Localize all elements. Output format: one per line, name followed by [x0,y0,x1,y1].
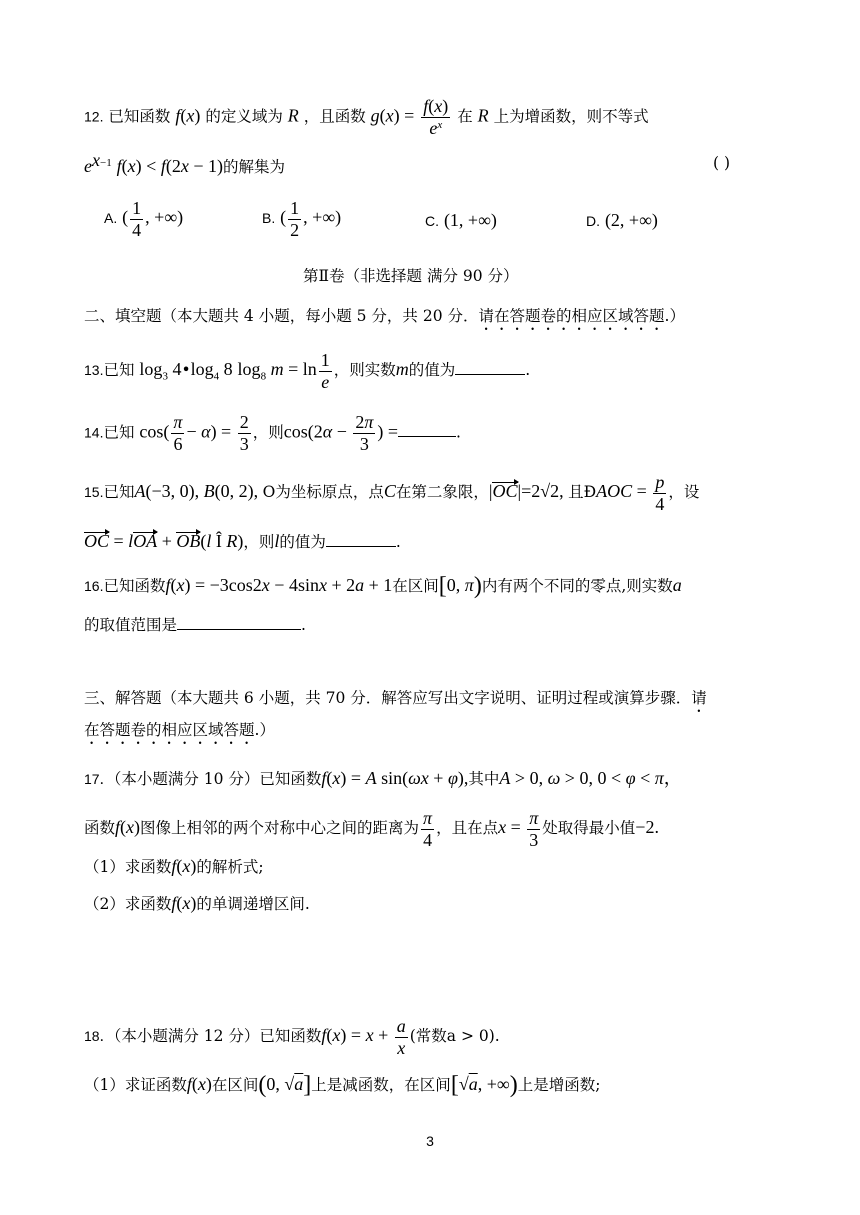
q13-line: 13.已知 $\log_3$ $4•\log_4$ 8 $\log_8 m = \ln$ $\frac{1}{e}$ ，则实数m的值为 . [84,350,531,392]
option-a: A. ( $\frac{1}{4}$ , +∞) [104,198,184,240]
answer-blank[interactable] [177,629,301,630]
section3-heading-line1: 三、解答题（本大题共 6 小题，共 70 分．解答应写出文字说明、证明过程或演算步骤．请 [84,689,707,707]
q17-line2: 函数f(x)图像上相邻的两个对称中心之间的距离为 $\frac{\pi}{4}$ ，且在点x = $\frac{\pi}{3}$ 处取得最小值−2. [84,808,659,850]
section3-heading-line2: 在答题卷的相应区域答题.） [84,721,275,739]
page-number: 3 [426,1133,434,1149]
part2-title: 第Ⅱ卷（非选择题 满分 90 分） [303,267,519,285]
q12-text: 已知函数 [108,107,171,126]
q12-line1: 12. 已知函数 f(x) 的定义域为 R ，且函数 g(x) = $\frac{f(x)}{e^x}$ 在 R 上为增函数，则不等式 [84,96,649,138]
q12-text: 在 [457,107,473,126]
math: f [175,105,181,126]
q18-sub1: （1）求证函数f(x)在区间(0, √a]上是减函数，在区间[√a, +∞)上是增函数; [84,1072,601,1098]
q16-line2: 的取值范围是 . [84,616,306,634]
option-b: B. ( $\frac{1}{2}$ , +∞) [262,198,342,240]
q17-sub1: （1）求函数f(x)的解析式; [84,856,264,876]
q12-text: 的定义域为 [205,107,283,126]
q12-text: 的解集为 [223,158,286,177]
answer-blank[interactable] [398,436,456,437]
math: R [287,105,299,126]
q17-sub2: （2）求函数f(x)的单调递增区间. [84,893,310,913]
fraction: $\frac{f(x)}{e^x}$ [423,96,449,138]
q15-line1: 15.已知A(−3, 0), B(0, 2), O为坐标原点，点C在第二象限，|OC|=2√2, 且ÐAOC = $\frac{p}{4}$ ，设 [84,472,700,514]
q17-line1: 17．（本小题满分 10 分）已知函数f(x) = A sin(ωx + φ),其中A > 0, ω > 0, 0 < φ < π， [84,768,682,788]
section2-heading: 二、填空题（本大题共 4 小题，每小题 5 分，共 20 分．请在答题卷的相应区域答题.） [84,307,685,325]
q12-line2: $e^{x-1}$ f(x) < f(2x − 1)的解集为 [84,150,286,177]
answer-blank[interactable] [326,546,396,547]
q15-line2: OC = lOA + OB(l Î R)，则l的值为 . [84,531,401,551]
q18-line1: 18．（本小题满分 12 分）已知函数f(x) = x + $\frac{a}{x}$ (常数a > 0). [84,1016,500,1058]
q16-line1: 16.已知函数f(x) = −3cos2x − 4sinx + 2a + 1在区间[0, π)内有两个不同的零点,则实数a [84,573,682,599]
answer-bracket: ( ) [713,154,731,172]
q14-line: 14.已知 cos( $\frac{\pi}{6}$ − α) = $\frac{2}{3}$ ，则cos(2α − $\frac{2\pi}{3}$ ) = . [84,412,461,454]
q12-text: 上为增函数，则不等式 [493,107,649,126]
q12-text: ，且函数 [303,107,366,126]
answer-blank[interactable] [455,374,525,375]
option-d: D. (2, +∞) [586,210,658,230]
option-c: C. (1, +∞) [425,210,497,230]
q12-number: 12. [84,108,104,125]
